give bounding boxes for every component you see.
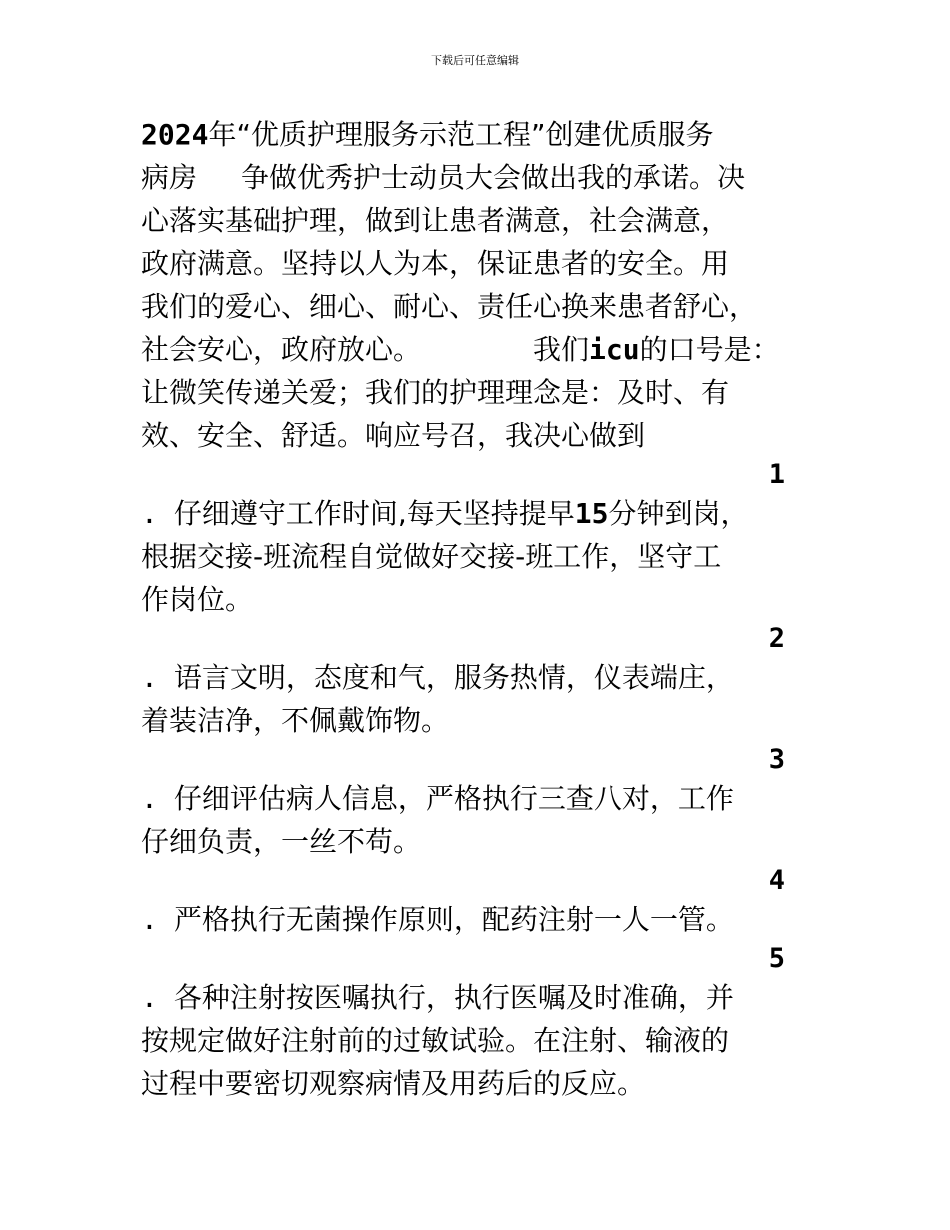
- intro-line: 让微笑传递关爱；我们的护理理念是：及时、有: [141, 376, 730, 409]
- item-line: [141, 492, 821, 535]
- item-number: 1: [768, 459, 785, 490]
- intro-text: 争做优秀护士动员大会做出我的承诺。决: [241, 161, 746, 194]
- item-dot: .: [141, 903, 158, 936]
- icu-text: icu: [589, 333, 640, 366]
- item-text: 严格执行无菌操作原则，配药注射一人一管。: [173, 903, 734, 936]
- item-dot: .: [141, 497, 158, 530]
- item-line: 仔细负责，一丝不苟。: [141, 825, 422, 858]
- page-header-note: 下载后可任意编辑: [431, 54, 519, 67]
- item-text: 分钟到岗，: [608, 497, 749, 530]
- intro-text: 社会安心，政府放心。: [141, 333, 422, 366]
- item-dot: .: [141, 782, 158, 815]
- intro-line: 效、安全、舒适。响应号召，我决心做到: [141, 419, 646, 452]
- intro-text: 的口号是：: [639, 333, 780, 366]
- item-number-inline: 15: [574, 497, 609, 530]
- item-text: 仔细遵守工作时间,每天坚持提早: [173, 497, 575, 530]
- item-line: 作岗位。: [141, 583, 254, 616]
- item-number: 5: [768, 943, 785, 974]
- item-number: 4: [768, 865, 785, 896]
- item-line: [141, 777, 821, 820]
- item-line: 过程中要密切观察病情及用药后的反应。: [141, 1067, 646, 1100]
- item-number: 3: [768, 744, 785, 775]
- intro-line: 政府满意。坚持以人为本，保证患者的安全。用: [141, 247, 730, 280]
- item-text: 各种注射按医嘱执行，执行医嘱及时准确，并: [173, 981, 734, 1014]
- item-text: 仔细评估病人信息，严格执行三查八对，工作: [173, 782, 734, 815]
- item-line: 着装洁净，不佩戴饰物。: [141, 704, 450, 737]
- intro-line: 心落实基础护理，做到让患者满意，社会满意，: [141, 204, 730, 237]
- item-dot: .: [141, 661, 158, 694]
- intro-line: [141, 156, 821, 199]
- year-text: 2024: [141, 118, 209, 151]
- intro-line: [141, 113, 821, 156]
- item-line: [141, 898, 821, 941]
- item-line: 按规定做好注射前的过敏试验。在注射、输液的: [141, 1024, 730, 1057]
- intro-text: 病房: [141, 161, 198, 194]
- document-body: [141, 113, 821, 1105]
- intro-text: 我们: [533, 333, 590, 366]
- item-text: 语言文明，态度和气，服务热情，仪表端庄，: [173, 661, 734, 694]
- intro-line: [141, 328, 821, 371]
- item-line: 根据交接-班流程自觉做好交接-班工作，坚守工: [141, 540, 722, 573]
- intro-line: 我们的爱心、细心、耐心、责任心换来患者舒心，: [141, 290, 758, 323]
- item-dot: .: [141, 981, 158, 1014]
- item-line: [141, 656, 821, 699]
- item-number: 2: [768, 623, 785, 654]
- intro-text: 年“优质护理服务示范工程”创建优质服务: [208, 118, 714, 151]
- item-line: [141, 976, 821, 1019]
